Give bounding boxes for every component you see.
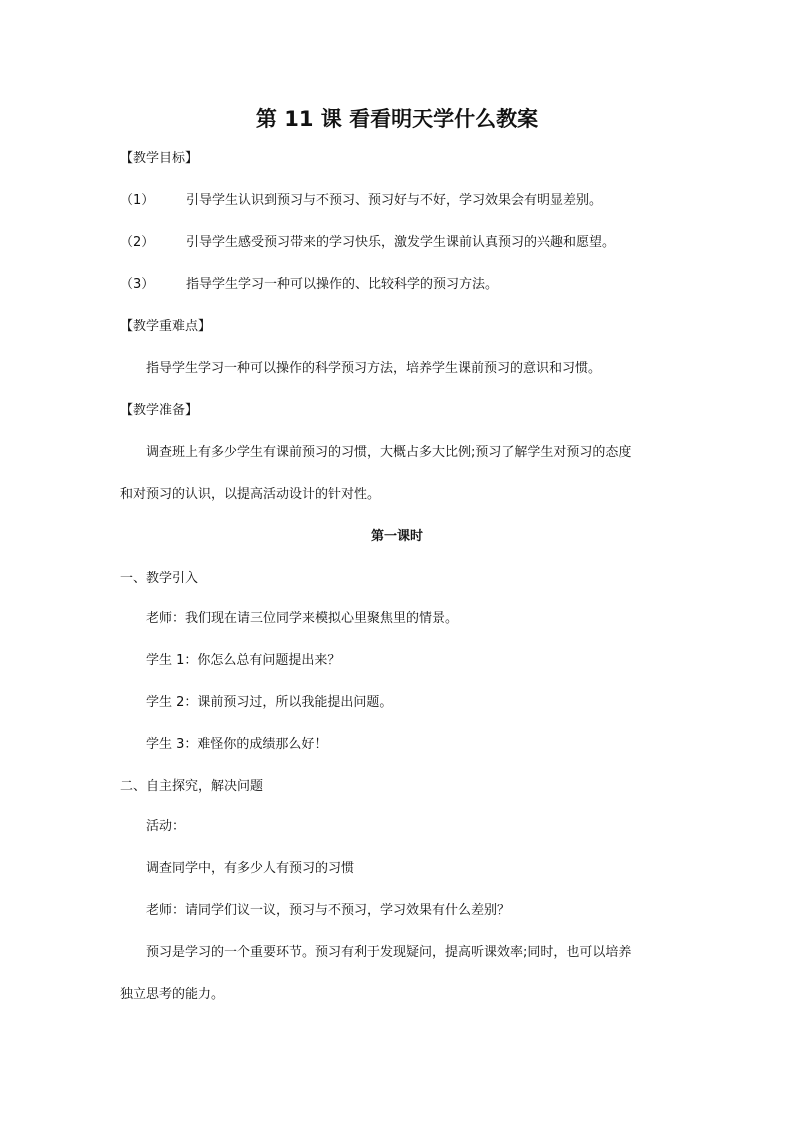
dialogue-line-student-1: 学生 1：你怎么总有问题提出来？	[146, 653, 341, 668]
objectives-heading: 【教学目标】	[120, 151, 199, 166]
closing-text-line-1: 预习是学习的一个重要环节。预习有利于发现疑问，提高听课效率;同时，也可以培养	[146, 945, 632, 960]
objective-text: 引导学生认识到预习与不预习、预习好与不好，学习效果会有明显差别。	[186, 193, 603, 208]
objective-text: 指导学生学习一种可以操作的、比较科学的预习方法。	[186, 277, 499, 292]
teacher-question-line: 老师：请同学们议一议，预习与不预习，学习效果有什么差别？	[146, 903, 511, 918]
objective-item-1	[120, 192, 602, 210]
lesson-heading: 第一课时	[370, 529, 423, 544]
objective-number: （3）	[120, 277, 155, 292]
objective-item-3	[120, 276, 498, 294]
dialogue-line-student-3: 学生 3：难怪你的成绩那么好！	[146, 737, 328, 752]
activity-label: 活动：	[146, 819, 186, 834]
closing-text-line-2: 独立思考的能力。	[120, 987, 225, 1002]
preparation-heading: 【教学准备】	[120, 403, 199, 418]
dialogue-line-student-2: 学生 2：课前预习过，所以我能提出问题。	[146, 695, 393, 710]
dialogue-line-teacher: 老师：我们现在请三位同学来模拟心里聚焦里的情景。	[146, 611, 459, 626]
preparation-text-line-1: 调查班上有多少学生有课前预习的习惯，大概占多大比例;预习了解学生对预习的态度	[146, 445, 632, 460]
key-points-text: 指导学生学习一种可以操作的科学预习方法，培养学生课前预习的意识和习惯。	[146, 361, 602, 376]
document-title: 第 11 课 看看明天学什么教案	[255, 107, 539, 131]
objective-item-2	[120, 234, 615, 252]
activity-survey-line: 调查同学中，有多少人有预习的习惯	[146, 861, 355, 876]
objective-number: （2）	[120, 235, 155, 250]
objective-text: 引导学生感受预习带来的学习快乐，激发学生课前认真预习的兴趣和愿望。	[186, 235, 616, 250]
preparation-text-line-2: 和对预习的认识，以提高活动设计的针对性。	[120, 487, 381, 502]
part1-heading: 一、教学引入	[120, 571, 199, 586]
objective-number: （1）	[120, 193, 155, 208]
key-points-heading: 【教学重难点】	[120, 319, 212, 334]
part2-heading: 二、自主探究，解决问题	[120, 779, 264, 794]
